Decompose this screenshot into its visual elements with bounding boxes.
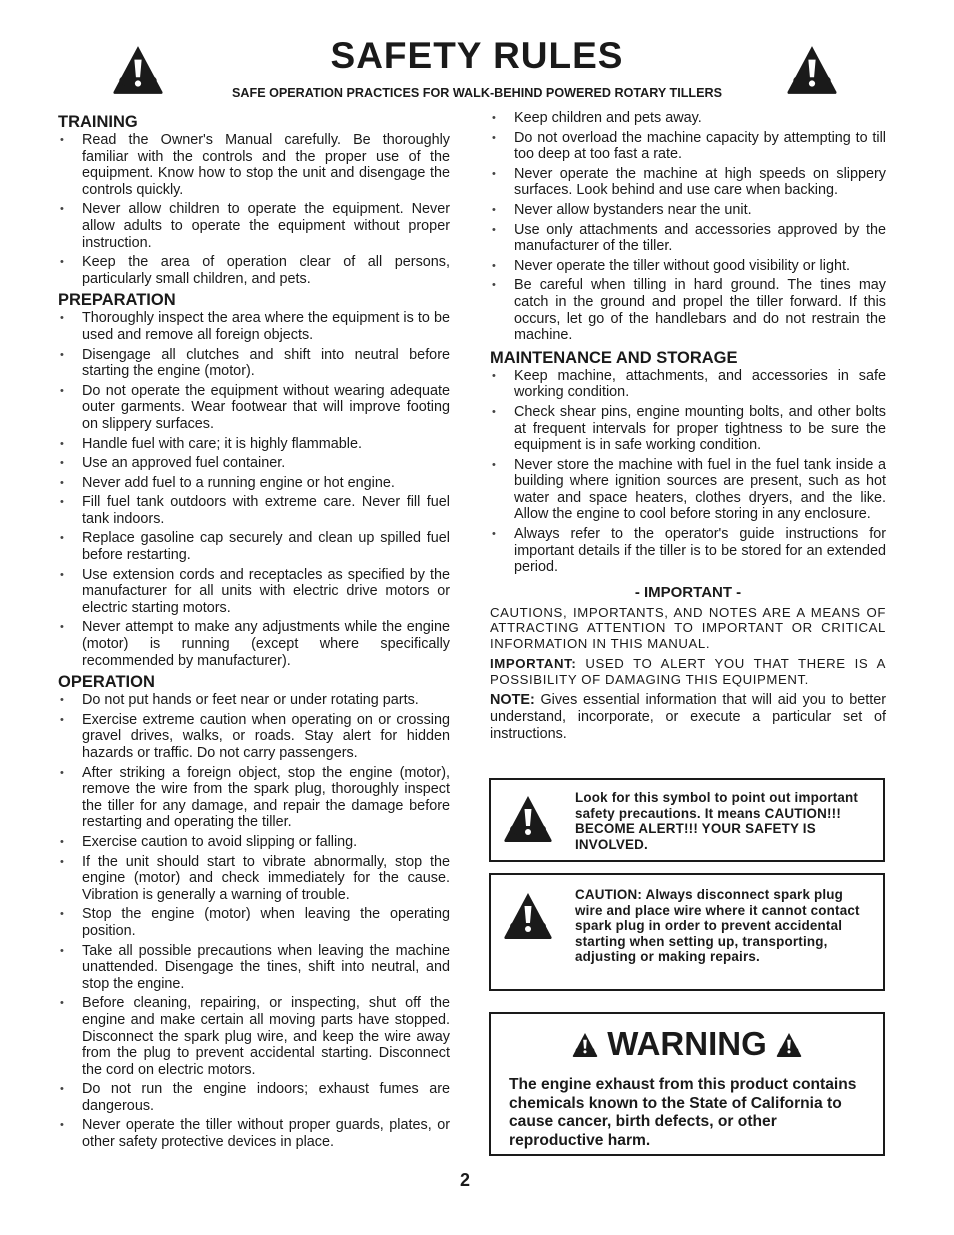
preparation-list [58, 310, 450, 669]
list-item: • Never operate the tiller without good visibility or light. [490, 258, 886, 275]
list-item: • Never operate the machine at high speeds on slippery surfaces. Look behind and use care when backing. [490, 166, 886, 199]
list-item: • Be careful when tilling in hard ground. The tines may catch in the ground and propel the tiller forward. If this occurs, let go of the handlebars and do not restrain the machine. [490, 277, 886, 343]
alert-triangle-icon [503, 891, 553, 946]
caution-text: CAUTION: Always disconnect spark plug wire and place wire where it cannot contact spark plug in order to prevent accidental starting when setting up, transporting, adjusting or making repairs. [575, 887, 860, 964]
operation-heading: OPERATION [58, 673, 155, 692]
list-item: • Replace gasoline cap securely and clean up spilled fuel before restarting. [58, 530, 450, 563]
note-definition-text: Gives essential information that will aid you to better understand, incorporate, or execute a particular set of instructions. [490, 692, 886, 742]
list-item: • Never operate the tiller without proper guards, plates, or other safety protective devices in place. [58, 1117, 450, 1150]
maintenance-section [490, 348, 886, 576]
important-definition [490, 656, 886, 687]
warning-box [489, 1012, 885, 1156]
preparation-heading: PREPARATION [58, 291, 176, 310]
note-definition [490, 692, 886, 742]
list-item: • Do not put hands or feet near or under rotating parts. [58, 692, 450, 709]
list-item: • Fill fuel tank outdoors with extreme care. Never fill fuel tank indoors. [58, 494, 450, 527]
note-label: NOTE: [490, 692, 535, 709]
list-item: • Keep the area of operation clear of all persons, particularly small children, and pets. [58, 254, 450, 287]
list-item: • Never allow children to operate the equipment. Never allow adults to operate the equipment without proper instruction. [58, 201, 450, 251]
important-caps-text: CAUTIONS, IMPORTANTS, AND NOTES ARE A MEANS OF ATTRACTING ATTENTION TO IMPORTANT OR CRITICAL INFORMATION IN THIS MANUAL. [490, 604, 886, 651]
operation-section [58, 672, 450, 1150]
page-number: 2 [460, 1170, 471, 1190]
warning-title-text: WARNING [607, 1025, 767, 1062]
training-section [58, 112, 450, 287]
list-item: • Use extension cords and receptacles as specified by the manufacturer for all units with electric drive motors or electric starting motors. [58, 567, 450, 617]
operation-list [58, 692, 450, 1150]
list-item: • Before cleaning, repairing, or inspecting, shut off the engine and make certain all moving parts have stopped. Disconnect the spark plug wire, and keep the wire away from the plug to prevent accidental starting. Disconnect the cord on electric motors. [58, 995, 450, 1078]
maintenance-heading: MAINTENANCE AND STORAGE [490, 348, 738, 367]
list-item: • Handle fuel with care; it is highly flammable. [58, 436, 450, 453]
list-item: • Read the Owner's Manual carefully. Be thoroughly familiar with the controls and the proper use of the equipment. Know how to stop the unit and disengage the controls quickly. [58, 132, 450, 198]
preparation-section [58, 290, 450, 669]
warning-title [491, 1026, 883, 1062]
right-column [490, 110, 886, 742]
important-section [490, 584, 886, 742]
list-item: • Check shear pins, engine mounting bolts, and other bolts at frequent intervals for proper tightness to be sure the equipment is in safe working condition. [490, 404, 886, 454]
list-item: • After striking a foreign object, stop the engine (motor), remove the wire from the spark plug, thoroughly inspect the tiller for any damage, and repair the damage before restarting and operating the tiller. [58, 765, 450, 831]
list-item: • Do not run the engine indoors; exhaust fumes are dangerous. [58, 1081, 450, 1114]
page-title: SAFETY RULES [330, 35, 624, 76]
training-heading: TRAINING [58, 113, 138, 131]
list-item: • Exercise extreme caution when operating on or crossing gravel drives, walks, or roads. Stay alert for hidden hazards or traffic. Do not carry passengers. [58, 712, 450, 762]
list-item: • Never add fuel to a running engine or hot engine. [58, 475, 450, 492]
list-item: • Use an approved fuel container. [58, 455, 450, 472]
important-label: IMPORTANT: [490, 656, 577, 672]
symbol-notice-text: Look for this symbol to point out important safety precautions. It means CAUTION!!! BECOME ALERT!!! YOUR SAFETY IS INVOLVED. [575, 790, 859, 852]
alert-triangle-icon [776, 1032, 802, 1058]
alert-triangle-icon [503, 794, 553, 849]
list-item: • Keep children and pets away. [490, 110, 886, 127]
list-item: • If the unit should start to vibrate abnormally, stop the engine (motor) and check immediately for the cause. Vibration is generally a warning of trouble. [58, 854, 450, 904]
operation-continued-list [490, 110, 886, 344]
training-list [58, 132, 450, 287]
important-definition-text: USED TO ALERT YOU THAT THERE IS A POSSIBILITY OF DAMAGING THIS EQUIPMENT. [490, 656, 886, 687]
list-item: • Never allow bystanders near the unit. [490, 202, 886, 219]
list-item: • Stop the engine (motor) when leaving the operating position. [58, 906, 450, 939]
list-item: • Do not overload the machine capacity by attempting to till too deep at too fast a rate. [490, 130, 886, 163]
symbol-notice-box [489, 778, 885, 862]
maintenance-list [490, 368, 886, 576]
page-subtitle: SAFE OPERATION PRACTICES FOR WALK-BEHIND POWERED ROTARY TILLERS [232, 86, 722, 100]
warning-text: The engine exhaust from this product contains chemicals known to the State of California to cause cancer, birth defects, or other reproductive harm. [509, 1076, 857, 1149]
list-item: • Exercise caution to avoid slipping or falling. [58, 834, 450, 851]
list-item: • Do not operate the equipment without wearing adequate outer garments. Wear footwear that will improve footing on slippery surfaces. [58, 383, 450, 433]
list-item: • Always refer to the operator's guide instructions for important details if the tiller is to be stored for an extended period. [490, 526, 886, 576]
list-item: • Use only attachments and accessories approved by the manufacturer of the tiller. [490, 222, 886, 255]
alert-triangle-icon [572, 1032, 598, 1058]
list-item: • Take all possible precautions when leaving the machine unattended. Disengage the tines, shift into neutral, and stop the engine. [58, 943, 450, 993]
list-item: • Never attempt to make any adjustments while the engine (motor) is running (except where specifically recommended by manufacturer). [58, 619, 450, 669]
list-item: • Thoroughly inspect the area where the equipment is to be used and remove all foreign objects. [58, 310, 450, 343]
important-heading: - IMPORTANT - [634, 583, 742, 601]
list-item: • Never store the machine with fuel in the fuel tank inside a building where ignition sources are present, such as hot water and space heaters, clothes dryers, and the like. Allow the engine to cool before storing in any enclosure. [490, 457, 886, 523]
caution-box [489, 873, 885, 991]
list-item: • Keep machine, attachments, and accessories in safe working condition. [490, 368, 886, 401]
list-item: • Disengage all clutches and shift into neutral before starting the engine (motor). [58, 347, 450, 380]
left-column [58, 112, 450, 1154]
